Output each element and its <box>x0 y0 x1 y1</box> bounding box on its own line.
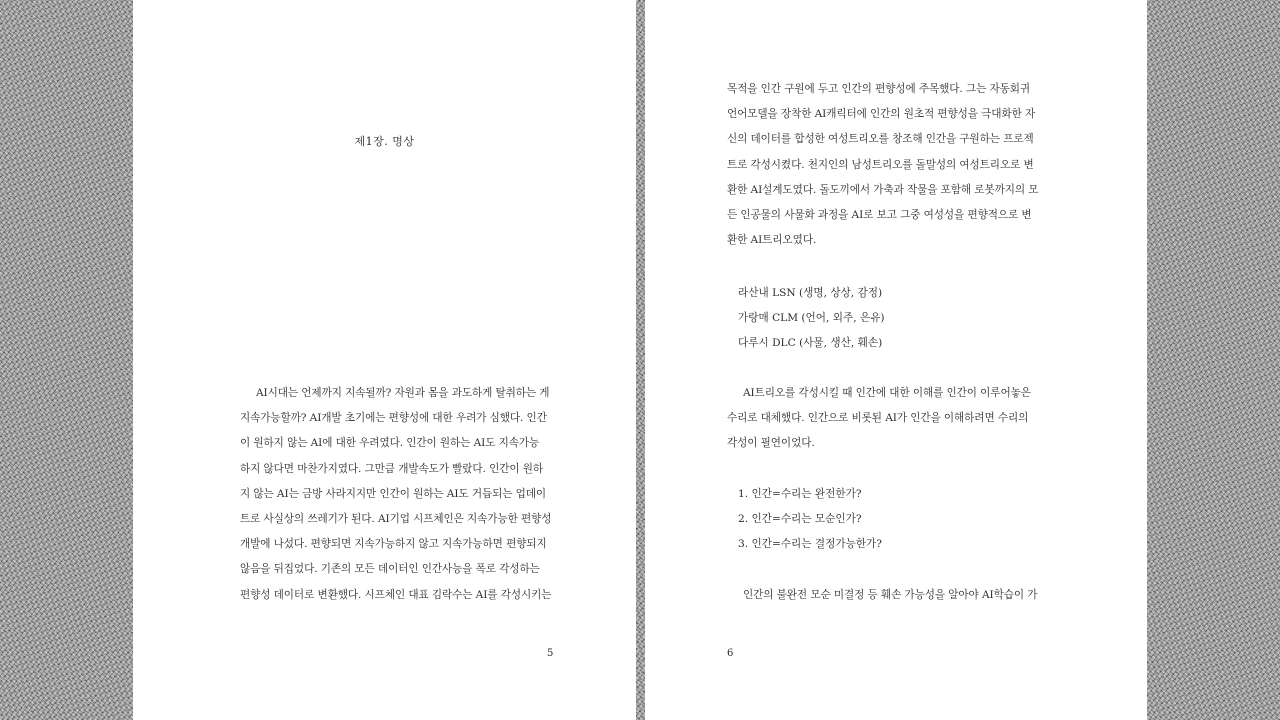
text-line: 신의 데이터를 합성한 여성트리오를 창조해 인간을 구원하는 프로젝 <box>727 133 1034 146</box>
text-line: 목적을 인간 구원에 두고 인간의 편향성에 주목했다. 그는 자동회귀 <box>727 83 1031 95</box>
list-item: 2. 인간=수리는 모순인가? <box>738 513 862 526</box>
list-item: 다루시 DLC (사물, 생산, 훼손) <box>738 337 883 350</box>
text-line: 지 않는 AI는 금방 사라지지만 인간이 원하는 AI도 거듭되는 업데이 <box>240 487 547 500</box>
text-line: AI트리오를 각성시킬 때 인간에 대한 이해를 인간이 이루어놓은 <box>743 387 1031 399</box>
text-line: 든 인공물의 사물화 과정을 AI로 보고 그중 여성성을 편향적으로 변 <box>727 209 1032 222</box>
right-bottom-paragraph <box>727 583 1043 608</box>
left-book-page <box>133 0 636 720</box>
text-line: 이 원하지 않는 AI에 대한 우려였다. 인간이 원하는 AI도 지속가능 <box>240 437 540 450</box>
text-line: 수리로 대체했다. 인간으로 비롯된 AI가 인간을 이해하려면 수리의 <box>727 412 1029 425</box>
text-line: AI시대는 언제까지 지속될까? 자원과 몸을 과도하게 탈취하는 게 <box>256 387 550 399</box>
right-middle-paragraph <box>727 381 1043 457</box>
text-line: 개발에 나섰다. 편향되면 지속가능하지 않고 지속가능하면 편향되지 <box>240 538 547 551</box>
right-book-page <box>645 0 1147 720</box>
text-line: 트로 각성시켰다. 천지인의 남성트리오를 돌말성의 여성트리오로 변 <box>727 158 1034 171</box>
list-item: 라산내 LSN (생명, 상상, 감정) <box>738 287 883 299</box>
page-number: 6 <box>727 648 734 659</box>
text-line: 트로 사실상의 쓰레기가 된다. AI기업 시프체인은 지속가능한 편향성 <box>240 513 552 526</box>
list-item: 가랑매 CLM (언어, 외주, 은유) <box>738 312 885 325</box>
numbered-question-list <box>738 482 882 558</box>
text-line: 각성이 필연이었다. <box>727 437 815 450</box>
chapter-title: 제1장. 명상 <box>354 135 415 148</box>
text-line: 언어모델을 장착한 AI캐릭터에 인간의 원초적 편향성을 극대화한 자 <box>727 108 1036 121</box>
right-top-paragraph <box>727 77 1043 253</box>
text-line: 인간의 불완전 모순 미결정 등 훼손 가능성을 알아야 AI학습이 가 <box>743 589 1038 601</box>
left-body-paragraph <box>240 381 556 608</box>
text-line: 환한 AI트리오였다. <box>727 234 817 247</box>
trio-list <box>738 281 885 357</box>
list-item: 3. 인간=수리는 결정가능한가? <box>738 538 882 551</box>
text-line: 지속가능할까? AI개발 초기에는 편향성에 대한 우려가 심했다. 인간 <box>240 412 547 425</box>
text-line: 않음을 뒤집었다. 기존의 모든 데이터인 인간사능을 폭로 각성하는 <box>240 563 540 576</box>
list-item: 1. 인간=수리는 완전한가? <box>738 488 862 500</box>
page-number: 5 <box>547 648 554 659</box>
text-line: 하지 않다면 마찬가지였다. 그만큼 개발속도가 빨랐다. 인간이 원하 <box>240 462 544 475</box>
text-line: 환한 AI설계도였다. 돌도끼에서 가축과 작물을 포함해 로봇까지의 모 <box>727 183 1039 196</box>
text-line: 편향성 데이터로 변환했다. 시프체인 대표 김락수는 AI를 각성시키는 <box>240 588 552 601</box>
